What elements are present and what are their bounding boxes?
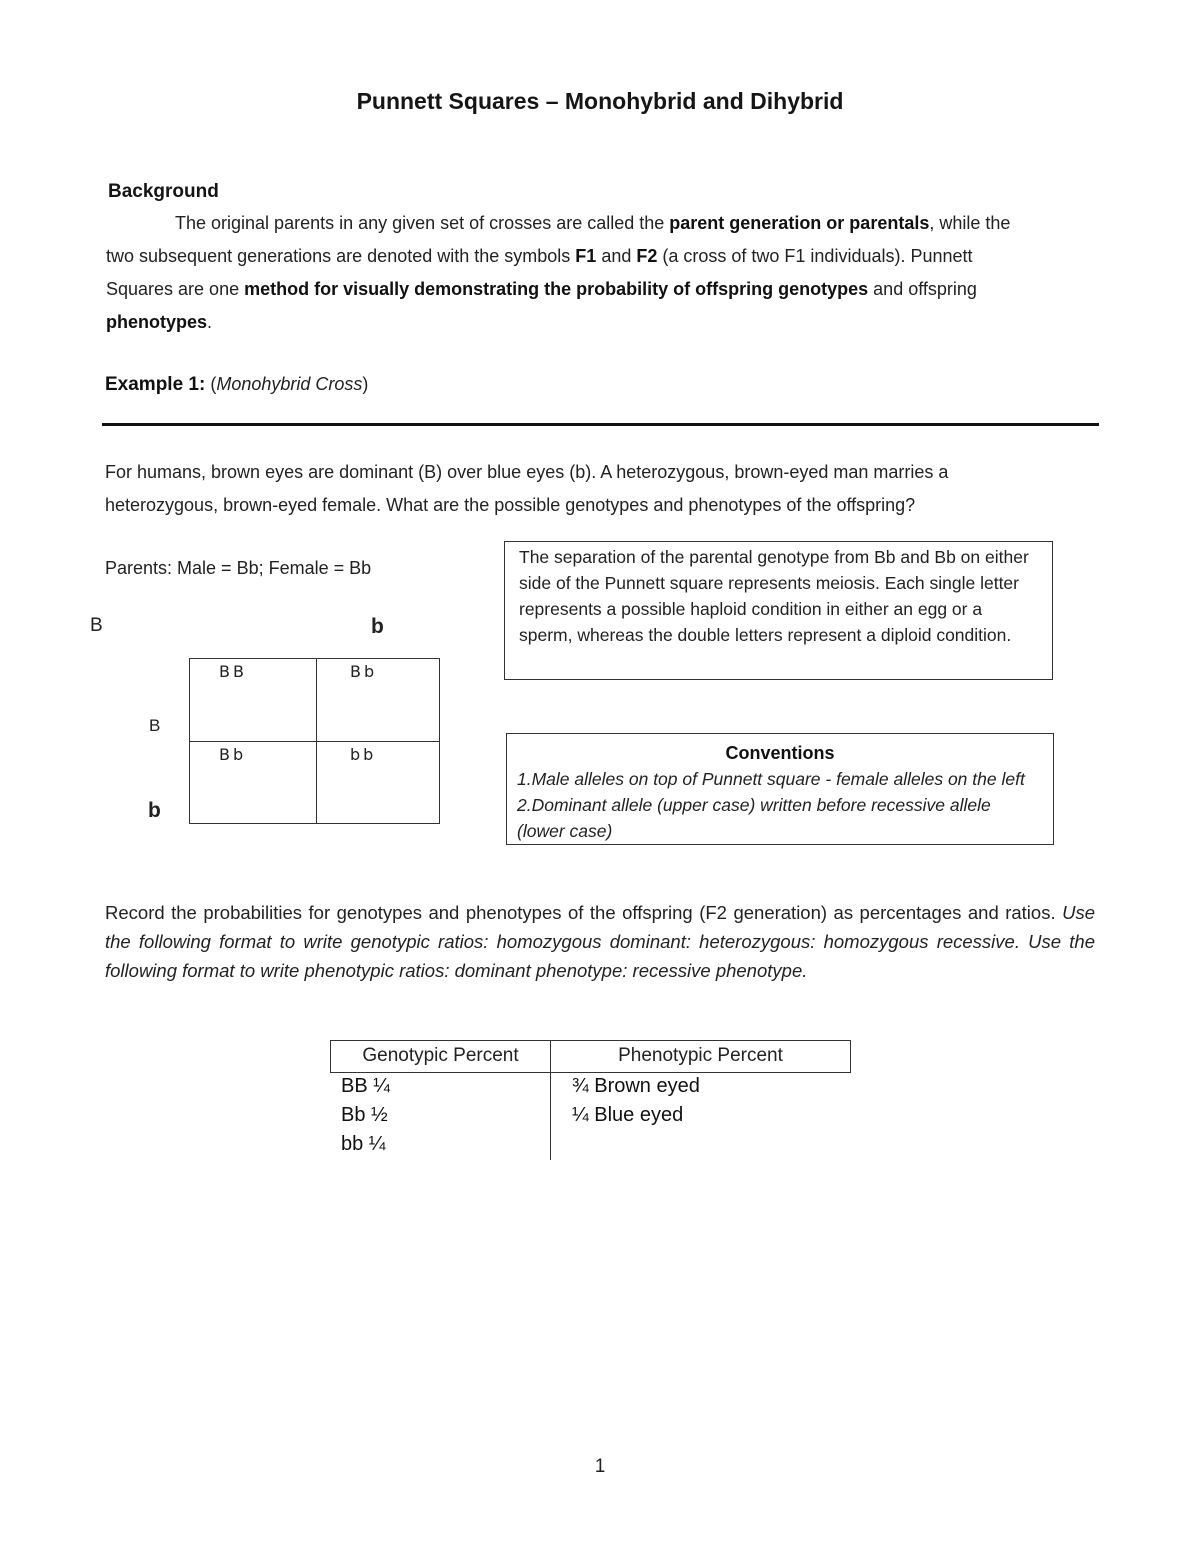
punnett-top-left-allele: B [90, 615, 103, 636]
conventions-box [506, 733, 1054, 845]
background-line-2: two subsequent generations are denoted with the symbols F1 and F2 (a cross of two F1 individuals). Punnett [106, 246, 973, 266]
punnett-cell: BB [219, 662, 247, 681]
question-line-2: heterozygous, brown-eyed female. What are the possible genotypes and phenotypes of the offspring? [105, 495, 916, 515]
question-line-1: For humans, brown eyes are dominant (B) over blue eyes (b). A heterozygous, brown-eyed man marries a [105, 462, 949, 482]
punnett-divider-horizontal [189, 741, 440, 742]
table-right-border [850, 1040, 851, 1072]
background-heading: Background [108, 181, 219, 202]
table-cell-genotype: BB ¼ [341, 1075, 390, 1097]
page-title: Punnett Squares – Monohybrid and Dihybrid [356, 88, 844, 114]
meiosis-note-text: The separation of the parental genotype from Bb and Bb on either side of the Punnett square represents meiosis. Each single letter represents a possible haploid condition in either an egg or a sperm, whereas the double letters represent a diploid condition. [519, 547, 1029, 645]
conventions-title: Conventions [725, 743, 835, 763]
punnett-cell: bb [350, 745, 377, 764]
parents-text: Parents: Male = Bb; Female = Bb [105, 558, 372, 578]
meiosis-note-box [504, 541, 1053, 680]
record-instructions: Record the probabilities for genotypes and phenotypes of the offspring (F2 generation) as percentages and ratios. Use the following format to write genotypic ratios: homozygous dominant: heterozygous: homozygous recessive. Use the following format to write phenotypic ratios: dominant phenotype: recessive phenotype. [105, 902, 1095, 981]
divider-rule [102, 423, 1099, 426]
punnett-cell: Bb [350, 662, 378, 681]
background-line-4: phenotypes. [106, 312, 213, 332]
conventions-item-1: 1.Male alleles on top of Punnett square - female alleles on the left [517, 769, 1025, 789]
punnett-side-top-allele: B [149, 716, 161, 735]
background-line-3: Squares are one method for visually demonstrating the probability of offspring genotypes and offspring [106, 279, 977, 299]
table-cell-phenotype: ¾ Brown eyed [572, 1075, 700, 1097]
question-text [105, 456, 1105, 522]
background-paragraph [106, 207, 1106, 339]
table-header-border [330, 1072, 851, 1073]
background-line-1: The original parents in any given set of crosses are called the parent generation or parentals, while the [175, 213, 1011, 233]
table-cell-genotype: Bb ½ [341, 1104, 388, 1126]
table-header-genotypic: Genotypic Percent [362, 1045, 519, 1066]
table-cell-genotype: bb ¼ [341, 1133, 386, 1155]
conventions-item-2: 2.Dominant allele (upper case) written before recessive allele (lower case) [517, 795, 991, 841]
page-number: 1 [594, 1456, 606, 1477]
punnett-cell: Bb [219, 745, 247, 764]
table-header-phenotypic: Phenotypic Percent [618, 1045, 783, 1066]
example-heading: Example 1: (Monohybrid Cross) [105, 374, 369, 395]
punnett-top-right-allele: b [371, 615, 384, 638]
table-top-border [330, 1040, 851, 1041]
punnett-side-bottom-allele: b [148, 799, 161, 822]
table-cell-phenotype: ¼ Blue eyed [572, 1104, 684, 1126]
